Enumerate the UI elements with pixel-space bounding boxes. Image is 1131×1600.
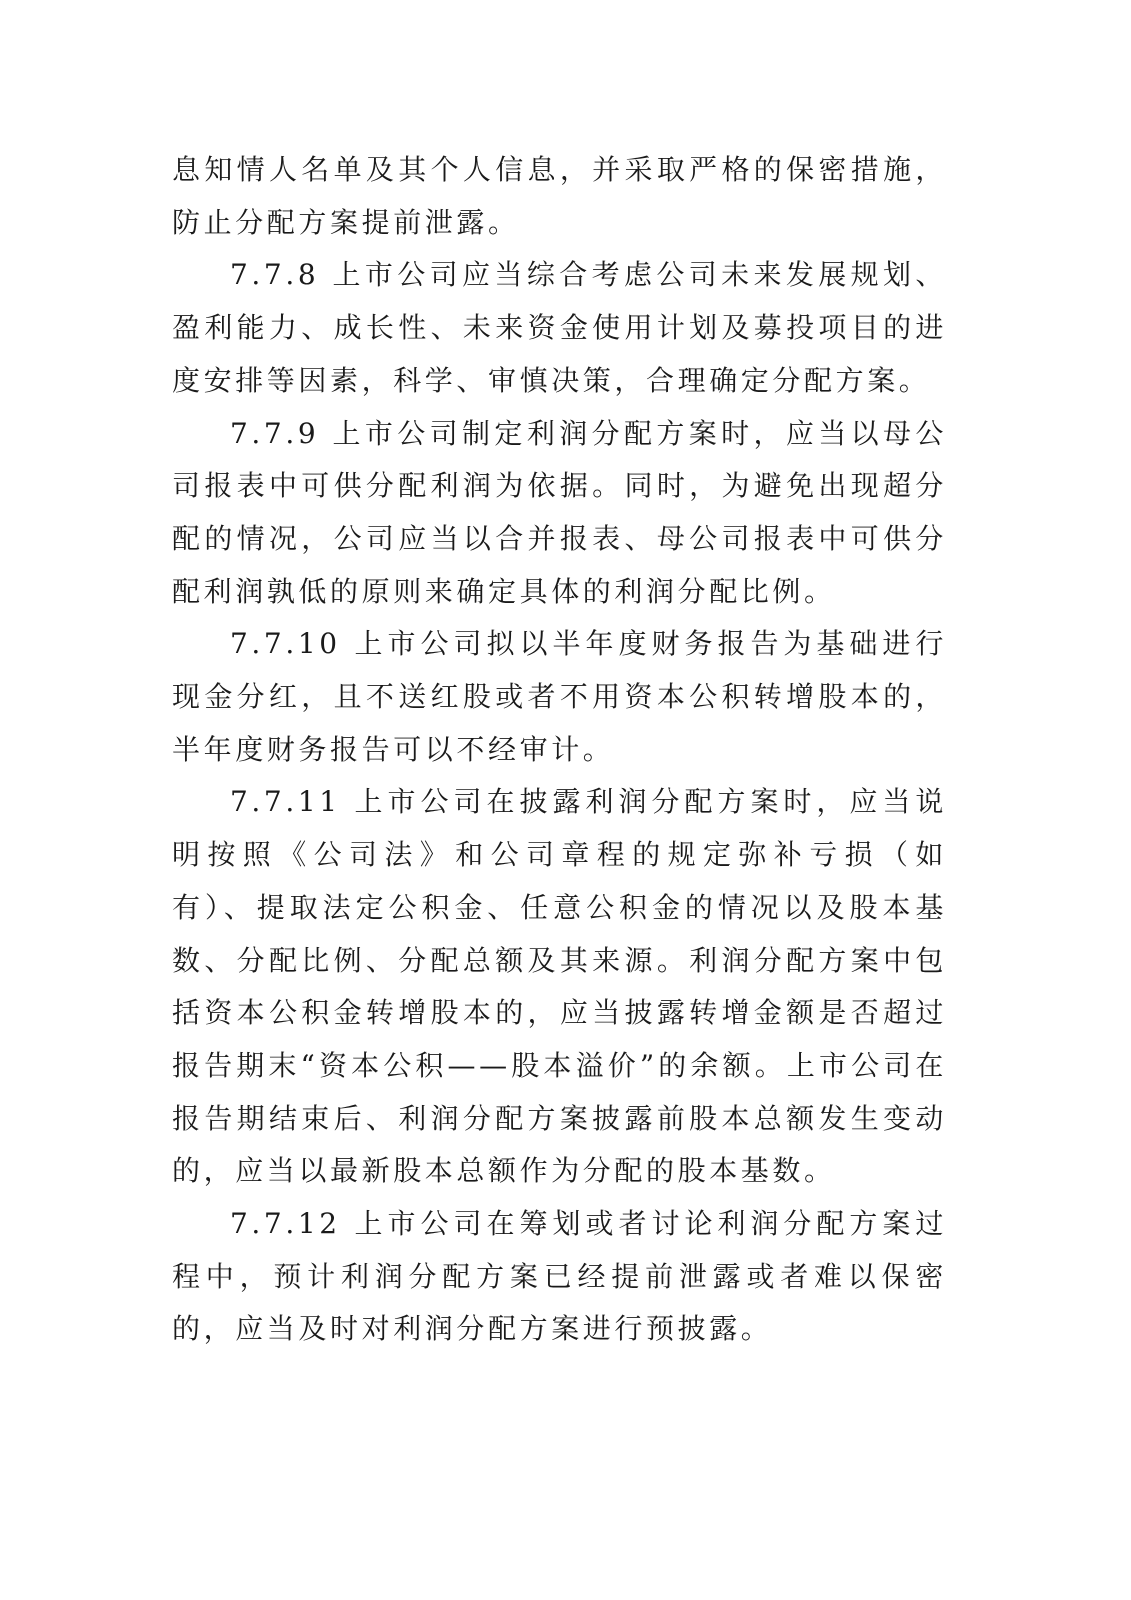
paragraph-continuation: 息知情人名单及其个人信息，并采取严格的保密措施，防止分配方案提前泄露。 — [172, 153, 947, 239]
paragraph-7-7-8: 7.7.8 上市公司应当综合考虑公司未来发展规划、盈利能力、成长性、未来资金使用计划及募投项目的进度安排等因素，科学、审慎决策，合理确定分配方案。 — [172, 258, 947, 397]
paragraph-7-7-12: 7.7.12 上市公司在筹划或者讨论利润分配方案过程中，预计利润分配方案已经提前泄露或者难以保密的，应当及时对利润分配方案进行预披露。 — [172, 1207, 947, 1346]
document-body — [172, 144, 947, 1356]
paragraph-7-7-9: 7.7.9 上市公司制定利润分配方案时，应当以母公司报表中可供分配利润为依据。同时，为避免出现超分配的情况，公司应当以合并报表、母公司报表中可供分配利润孰低的原则来确定具体的利润分配比例。 — [172, 416, 947, 608]
paragraph-7-7-10: 7.7.10 上市公司拟以半年度财务报告为基础进行现金分红，且不送红股或者不用资本公积转增股本的，半年度财务报告可以不经审计。 — [172, 627, 947, 766]
paragraph-7-7-11: 7.7.11 上市公司在披露利润分配方案时，应当说明按照《公司法》和公司章程的规定弥补亏损（如有）、提取法定公积金、任意公积金的情况以及股本基数、分配比例、分配总额及其来源。利润分配方案中包括资本公积金转增股本的，应当披露转增金额是否超过报告期末“资本公积——股本溢价”的余额。上市公司在报告期结束后、利润分配方案披露前股本总额发生变动的，应当以最新股本总额作为分配的股本基数。 — [172, 785, 947, 1188]
